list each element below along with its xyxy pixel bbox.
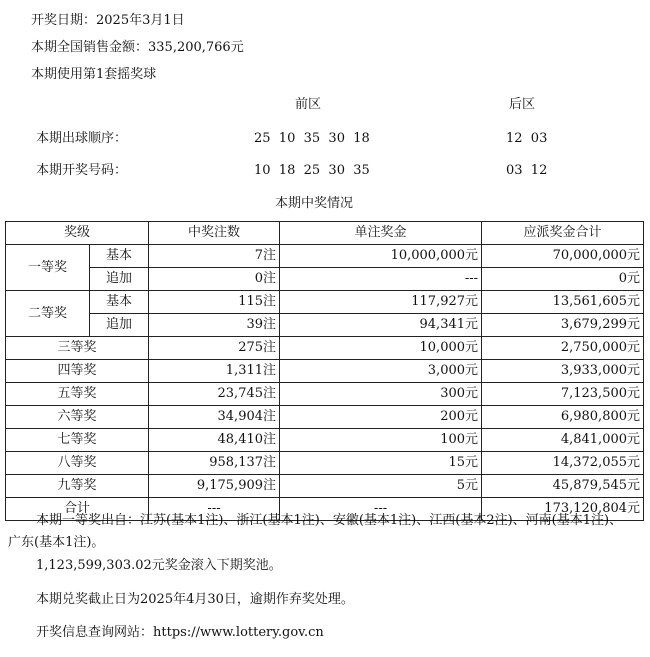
table-row [6,337,644,360]
table-row [6,245,644,268]
level-label: 七等奖 [6,429,149,452]
winning-numbers-label: 本期开奖号码： [36,163,128,178]
level-label: 三等奖 [6,337,149,360]
total-cell: 14,372,055元 [482,452,644,475]
first-prize-origin: 本期一等奖出自：江苏(基本1注)、浙江(基本1注)、安徽(基本1注)、江西(基本2注)、河南(基本1注)、广东(基本1注)。 [8,513,623,550]
sub-level: 追加 [90,268,149,291]
count-cell: 275注 [149,337,280,360]
sales-amount: 本期全国销售金额：335,200,766元 [31,40,244,55]
total-cell: 4,841,000元 [482,429,644,452]
website-note: 开奖信息查询网站：https://www.lottery.gov.cn [36,625,324,640]
header-row [6,222,644,245]
count-cell: 9,175,909注 [149,475,280,498]
header-total: 应派奖金合计 [482,222,644,245]
total-cell: 0元 [482,268,644,291]
sub-level: 追加 [90,314,149,337]
level-label: 合计 [6,498,149,521]
count-cell: 23,745注 [149,383,280,406]
rollover-note: 1,123,599,303.02元奖金滚入下期奖池。 [36,558,282,573]
count-cell: 1,311注 [149,360,280,383]
level-label: 六等奖 [6,406,149,429]
draw-date: 开奖日期：2025年3月1日 [31,13,185,28]
prize-cell: 3,000元 [280,360,482,383]
table-title: 本期中奖情况 [275,196,354,211]
count-cell: 7注 [149,245,280,268]
sub-level: 基本 [90,245,149,268]
level-label: 五等奖 [6,383,149,406]
prize-cell: --- [280,268,482,291]
count-cell: 34,904注 [149,406,280,429]
count-cell: 958,137注 [149,452,280,475]
winning-numbers-front: 10 18 25 30 35 [254,163,370,178]
prize-cell: 117,927元 [280,291,482,314]
level-label: 二等奖 [6,291,90,337]
count-cell: 0注 [149,268,280,291]
table-row [6,429,644,452]
prize-cell: --- [280,498,482,521]
total-cell: 13,561,605元 [482,291,644,314]
prize-cell: 200元 [280,406,482,429]
prize-cell: 300元 [280,383,482,406]
front-zone-label: 前区 [295,97,322,112]
prize-cell: 10,000,000元 [280,245,482,268]
level-label: 八等奖 [6,452,149,475]
header-level: 奖级 [6,222,149,245]
count-cell: 115注 [149,291,280,314]
count-cell: 48,410注 [149,429,280,452]
prize-cell: 10,000元 [280,337,482,360]
total-cell: 2,750,000元 [482,337,644,360]
level-label: 一等奖 [6,245,90,291]
draw-order-back: 12 03 [506,131,548,146]
winning-numbers-back: 03 12 [506,163,548,178]
count-cell: 39注 [149,314,280,337]
sub-level: 基本 [90,291,149,314]
table-row [6,268,644,291]
table-row [6,383,644,406]
prize-cell: 100元 [280,429,482,452]
back-zone-label: 后区 [509,97,536,112]
count-cell: --- [149,498,280,521]
table-row [6,406,644,429]
total-cell: 173,120,804元 [482,498,644,521]
header-count: 中奖注数 [149,222,280,245]
table-row [6,291,644,314]
level-label: 九等奖 [6,475,149,498]
table-row [6,475,644,498]
deadline-note: 本期兑奖截止日为2025年4月30日，逾期作弃奖处理。 [36,592,354,607]
total-cell: 7,123,500元 [482,383,644,406]
prize-cell: 94,341元 [280,314,482,337]
table-row [6,314,644,337]
level-label: 四等奖 [6,360,149,383]
draw-order-label: 本期出球顺序： [36,131,128,146]
table-row [6,452,644,475]
prize-cell: 15元 [280,452,482,475]
ball-set: 本期使用第1套摇奖球 [31,67,157,82]
table-row [6,360,644,383]
results-table [5,221,644,521]
draw-order-front: 25 10 35 30 18 [254,131,370,146]
header-prize: 单注奖金 [280,222,482,245]
total-cell: 70,000,000元 [482,245,644,268]
total-cell: 3,679,299元 [482,314,644,337]
total-cell: 45,879,545元 [482,475,644,498]
total-cell: 3,933,000元 [482,360,644,383]
total-cell: 6,980,800元 [482,406,644,429]
prize-cell: 5元 [280,475,482,498]
